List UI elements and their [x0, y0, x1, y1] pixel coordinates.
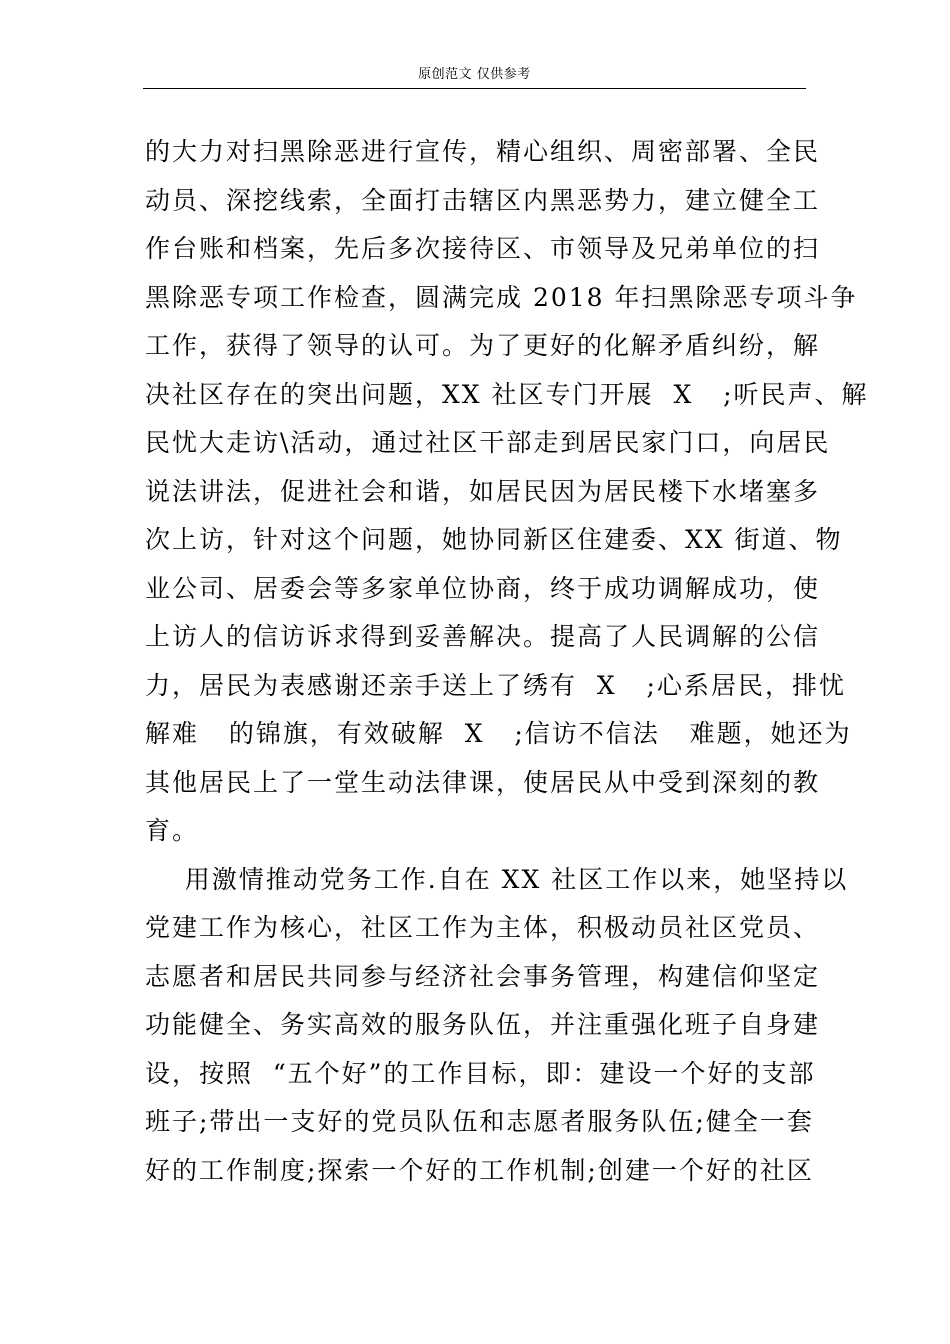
- page-header: [143, 66, 806, 89]
- text-line: 党建工作为核心，社区工作为主体，积极动员社区党员、: [145, 913, 821, 942]
- text-line: 好的工作制度;探索一个好的工作机制;创建一个好的社区: [145, 1155, 814, 1185]
- text-line: 业公司、居委会等多家单位协商，终于成功调解成功，使: [145, 573, 821, 603]
- text-line: 志愿者和居民共同参与经济社会事务管理，构建信仰坚定: [145, 961, 821, 991]
- text-line: 作台账和档案，先后多次接待区、市领导及兄弟单位的扫: [145, 234, 821, 263]
- text-line: 用激情推动党务工作.自在 XX 社区工作以来，她坚持以: [145, 864, 849, 894]
- text-line: 说法讲法，促进社会和谐，如居民因为居民楼下水堵塞多: [145, 476, 821, 506]
- text-line: 上访人的信访诉求得到妥善解决。提高了人民调解的公信: [145, 622, 821, 651]
- text-line: 其他居民上了一堂生动法律课，使居民从中受到深刻的教: [145, 767, 821, 797]
- text-line: 动员、深挖线索，全面打击辖区内黑恶势力，建立健全工: [145, 185, 821, 215]
- text-line: 次上访，针对这个问题，她协同新区住建委、XX 街道、物: [145, 525, 843, 554]
- document-body: [145, 128, 869, 1195]
- paragraph: [145, 856, 849, 1196]
- text-line: 工作，获得了领导的认可。为了更好的化解矛盾纠纷，解: [145, 331, 821, 360]
- text-line: 育。: [145, 816, 200, 845]
- text-line: 黑除恶专项工作检查，圆满完成 2018 年扫黑除恶专项斗争: [145, 282, 858, 312]
- text-line: 班子;带出一支好的党员队伍和志愿者服务队伍;健全一套: [145, 1107, 814, 1136]
- text-line: 力，居民为表感谢还亲手送上了绣有 X ;心系居民，排忧: [145, 670, 846, 700]
- text-line: 功能健全、务实高效的服务队伍，并注重强化班子自身建: [145, 1010, 821, 1039]
- text-line: 设，按照 “五个好”的工作目标，即：建设一个好的支部: [145, 1058, 816, 1088]
- text-line: 决社区存在的突出问题，XX 社区专门开展 X ;听民声、解: [145, 379, 869, 409]
- paragraph: [145, 128, 869, 856]
- text-line: 的大力对扫黑除恶进行宣传，精心组织、周密部署、全民: [145, 137, 821, 166]
- text-line: 解难 的锦旗，有效破解 X ;信访不信法 难题，她还为: [145, 719, 852, 748]
- header-text: 原创范文 仅供参考: [418, 67, 531, 82]
- text-line: 民忧大走访\活动，通过社区干部走到居民家门口，向居民: [145, 428, 831, 457]
